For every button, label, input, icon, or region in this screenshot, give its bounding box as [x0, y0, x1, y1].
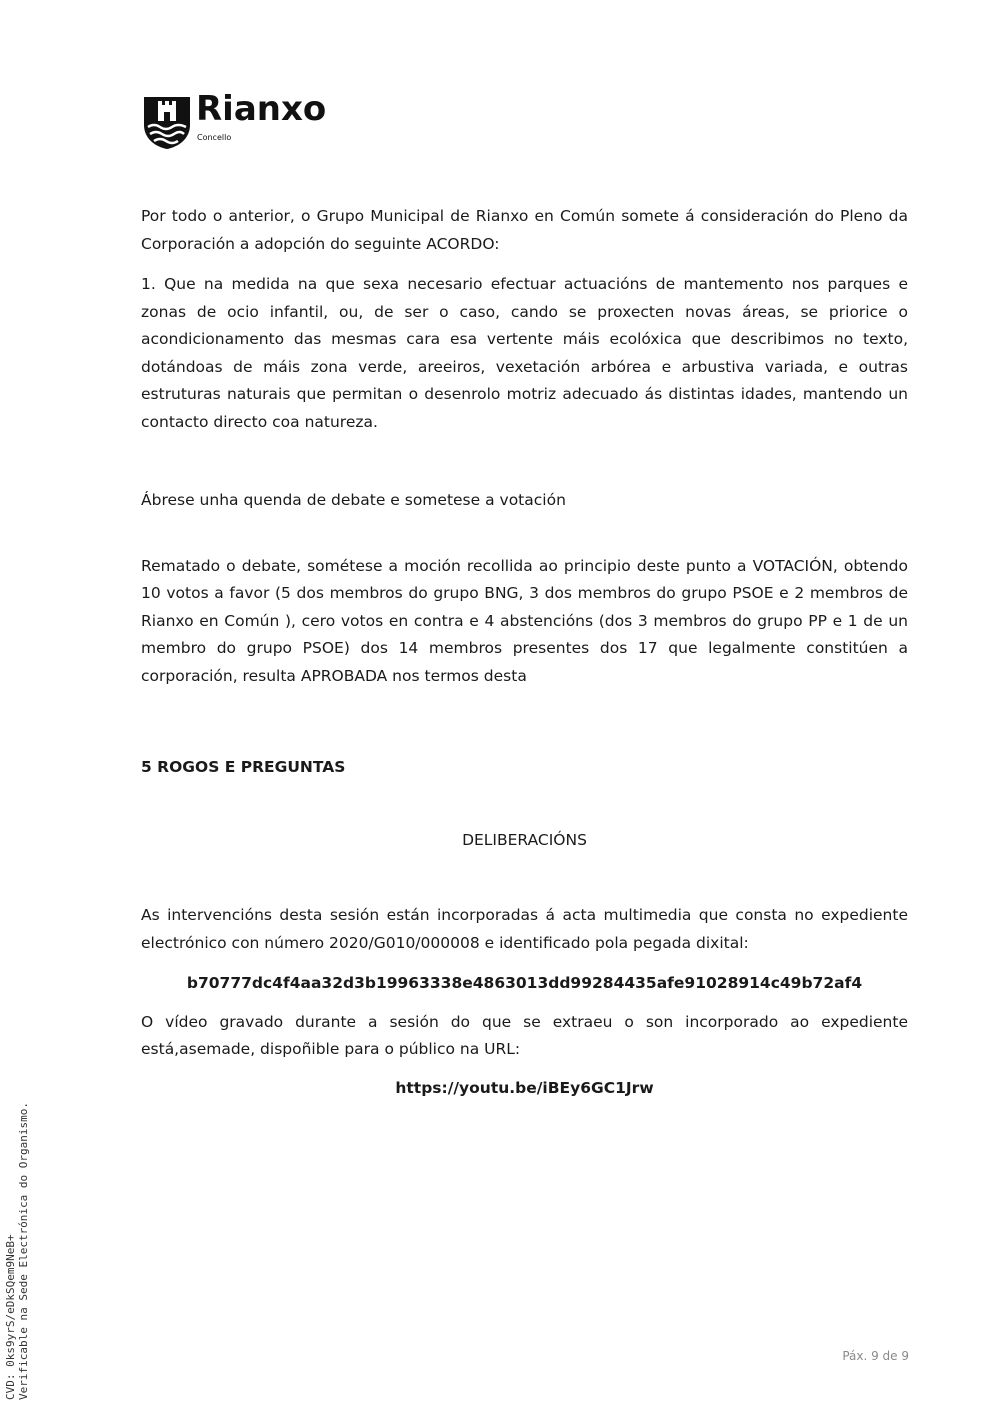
verification-sidebar [4, 1102, 30, 1400]
concello-logo [142, 89, 382, 151]
deliberations-title: DELIBERACIÓNS [462, 830, 587, 849]
section-heading: 5 ROGOS E PREGUNTAS [141, 758, 346, 776]
vote-paragraph: Rematado o debate, sométese a moción recollida ao principio deste punto a VOTACIÓN, obtendo 10 votos a favor (5 dos membros do grupo BNG, 3 dos membros do grupo PSOE e 2 membros de Rianxo en Común ), cero votos en contra e 4 abstencións (dos 3 membros do grupo PP e 1 de un membro do grupo PSOE) dos 14 membros presentes dos 17 que legalmente constitúen a corporación, resulta APROBADA nos termos desta [141, 556, 908, 685]
page-number: Páx. 9 de 9 [842, 1349, 909, 1363]
logo-name: Rianxo [196, 89, 327, 129]
cvd-code: CVD: 0ks9yrS/eDkSQem9NeB+ [4, 1234, 17, 1400]
agreement-point-1: 1. Que na medida na que sexa necesario efectuar actuacións de mantemento nos parques e zonas de ocio infantil, ou, de ser o caso, cando se proxecten novas áreas, se priorice o acondicionamento das mesmas cara esa vertente máis ecolóxica que describimos no texto, dotándoas de máis zona verde, areeiros, vexetación arbórea e arbustiva variada, e outras estruturas naturais que permitan o desenrolo motriz adecuado ás distintas idades, mantendo un contacto directo coa natureza. [141, 275, 908, 431]
video-url-link[interactable]: https://youtu.be/iBEy6GC1Jrw [395, 1078, 654, 1097]
rianxo-shield-icon [142, 95, 192, 149]
interventions-paragraph: As intervencións desta sesión están incorporadas á acta multimedia que consta no expediente electrónico con número 2020/G010/000008 e identificado pola pegada dixital: [141, 906, 908, 952]
document-body [141, 203, 908, 1102]
logo-subtitle: Concello [197, 133, 232, 142]
digital-fingerprint: b70777dc4f4aa32d3b19963338e4863013dd99284435afe91028914c49b72af4 [186, 974, 863, 992]
debate-paragraph: Ábrese unha quenda de debate e sometese a votación [141, 491, 566, 509]
video-paragraph: O vídeo gravado durante a sesión do que se extraeu o son incorporado ao expediente está,asemade, dispoñible para o público na URL: [141, 1012, 908, 1058]
verification-note: Verificable na Sede Electrónica do Organismo. [17, 1101, 30, 1400]
intro-paragraph: Por todo o anterior, o Grupo Municipal de Rianxo en Común somete á consideración do Pleno da Corporación a adopción do seguinte ACORDO: [141, 207, 908, 253]
